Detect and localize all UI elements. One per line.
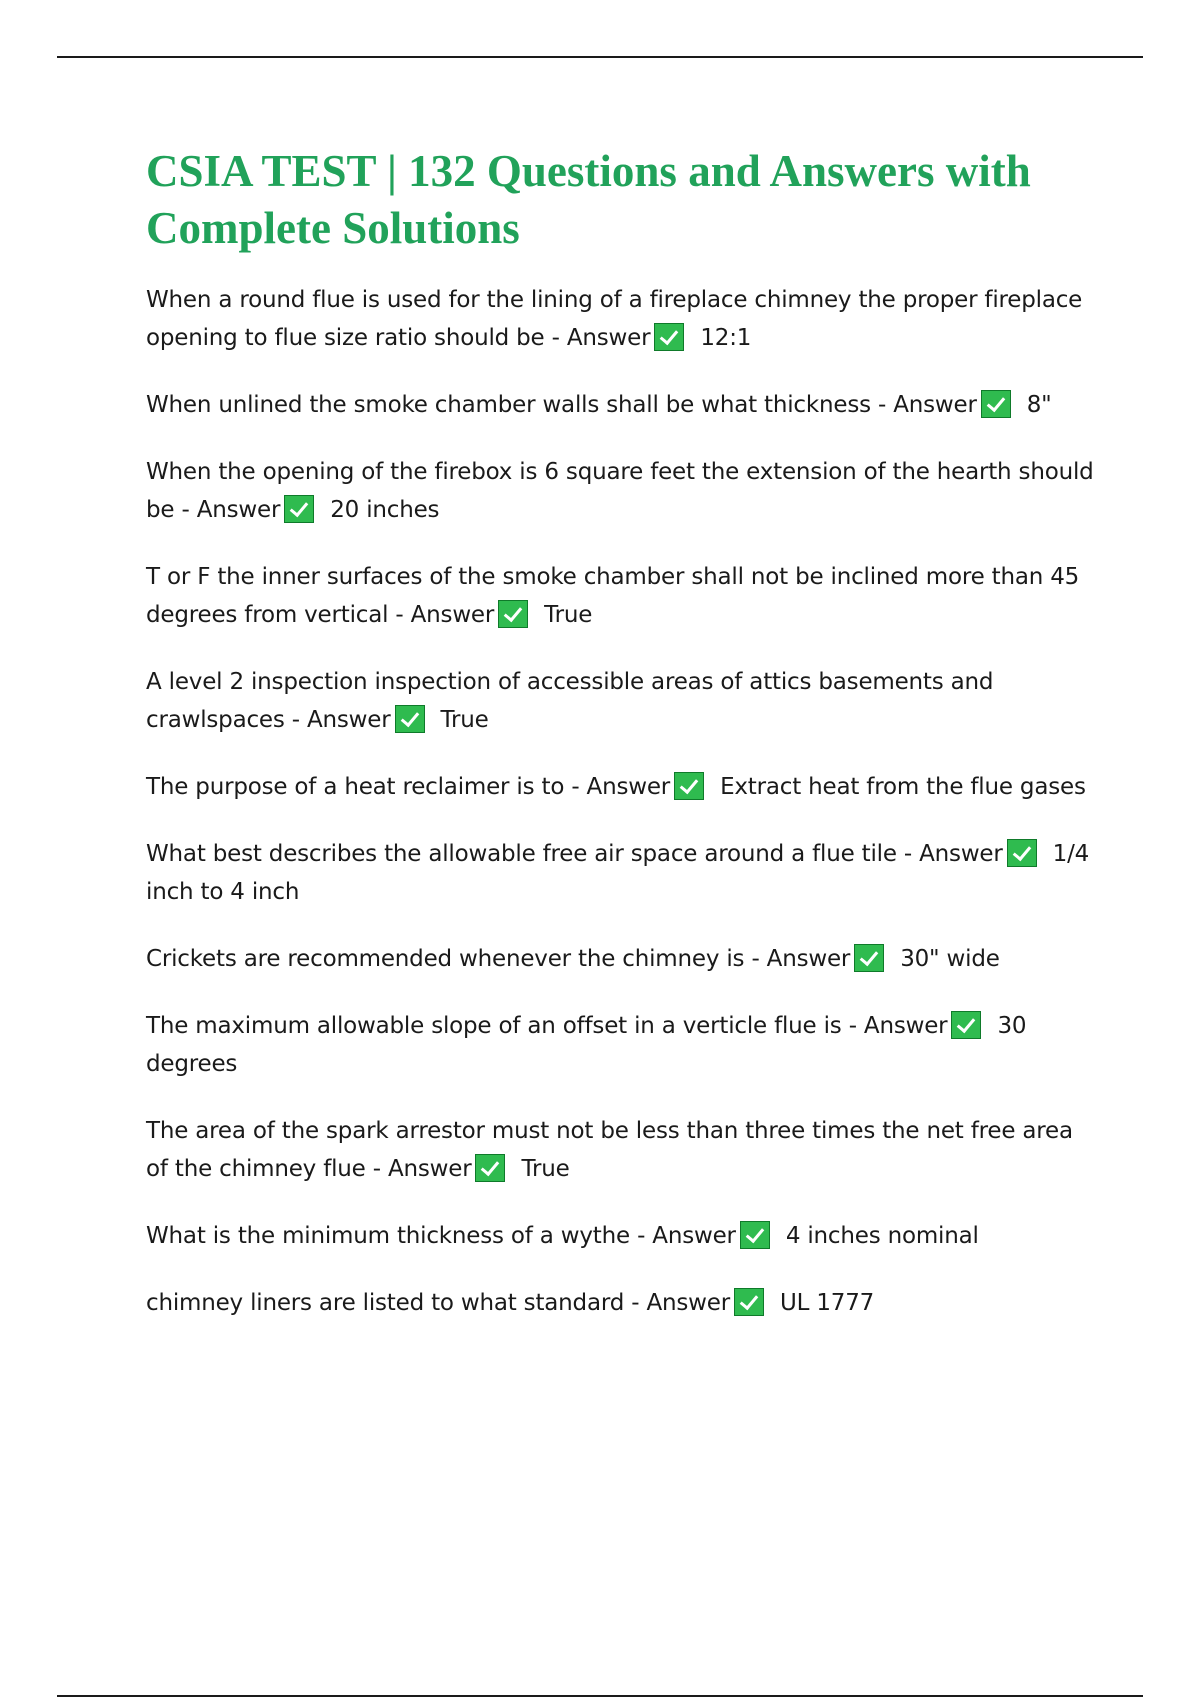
answer-label: - Answer (903, 841, 1003, 867)
question-text: chimney liners are listed to what standard (146, 1290, 625, 1316)
answer-text: True (544, 602, 593, 628)
answer-text: 12:1 (700, 325, 752, 351)
check-mark-icon (981, 390, 1011, 418)
qa-item (146, 768, 1096, 806)
question-text: When the opening of the firebox is 6 square feet the extension of the hearth should be (146, 459, 1094, 523)
qa-item (146, 281, 1096, 357)
answer-label: - Answer (631, 1290, 730, 1316)
answer-text: True (521, 1156, 570, 1182)
answer-text: UL 1777 (779, 1290, 875, 1316)
question-text: When a round flue is used for the lining of a fireplace chimney the proper fireplace opening to flue size ratio should be (146, 287, 1083, 351)
qa-item (146, 1007, 1096, 1083)
answer-text: 20 inches (330, 497, 440, 523)
question-text: A level 2 inspection inspection of accessible areas of attics basements and crawlspaces (146, 669, 994, 733)
check-mark-icon (654, 323, 684, 351)
answer-text: 30" wide (900, 946, 1000, 972)
check-mark-icon (1007, 839, 1037, 867)
bottom-divider (57, 1695, 1143, 1697)
answer-text: Extract heat from the flue gases (720, 774, 1086, 800)
qa-item (146, 453, 1096, 529)
question-text: The area of the spark arrestor must not be less than three times the net free area of the chimney flue (146, 1118, 1073, 1182)
answer-label: - Answer (395, 602, 495, 628)
answer-label: - Answer (848, 1013, 948, 1039)
question-text: When unlined the smoke chamber walls shall be what thickness (146, 392, 871, 418)
answer-text: 1/4 inch to 4 inch (146, 841, 1090, 905)
question-text: The purpose of a heat reclaimer is to (146, 774, 565, 800)
question-text: What is the minimum thickness of a wythe (146, 1223, 630, 1249)
qa-item (146, 663, 1096, 739)
check-mark-icon (951, 1011, 981, 1039)
question-text: The maximum allowable slope of an offset in a verticle flue is (146, 1013, 842, 1039)
answer-label: - Answer (571, 774, 671, 800)
qa-item (146, 835, 1096, 911)
check-mark-icon (854, 944, 884, 972)
qa-item (146, 1217, 1096, 1255)
check-mark-icon (395, 705, 425, 733)
answer-label: - Answer (291, 707, 391, 733)
check-mark-icon (734, 1288, 764, 1316)
answer-text: 4 inches nominal (785, 1223, 979, 1249)
document-body (146, 143, 1096, 1351)
check-mark-icon (740, 1221, 770, 1249)
answer-label: - Answer (372, 1156, 472, 1182)
qa-item (146, 1284, 1096, 1322)
answer-label: - Answer (751, 946, 851, 972)
answer-label: - Answer (181, 497, 281, 523)
answer-text: True (440, 707, 489, 733)
document-title: CSIA TEST | 132 Questions and Answers with Complete Solutions (146, 146, 1031, 253)
top-divider (57, 56, 1143, 58)
question-text: Crickets are recommended whenever the chimney is (146, 946, 745, 972)
answer-label: - Answer (878, 392, 977, 418)
answer-label: - Answer (551, 325, 651, 351)
qa-item (146, 940, 1096, 978)
question-text: What best describes the allowable free air space around a flue tile (146, 841, 897, 867)
question-text: T or F the inner surfaces of the smoke chamber shall not be inclined more than 45 degrees from vertical (146, 564, 1080, 628)
answer-text: 30 degrees (146, 1013, 1027, 1077)
qa-item (146, 558, 1096, 634)
answer-text: 8" (1026, 392, 1052, 418)
answer-label: - Answer (637, 1223, 736, 1249)
check-mark-icon (498, 600, 528, 628)
qa-item (146, 386, 1096, 424)
qa-item (146, 1112, 1096, 1188)
check-mark-icon (674, 772, 704, 800)
check-mark-icon (475, 1154, 505, 1182)
check-mark-icon (284, 495, 314, 523)
